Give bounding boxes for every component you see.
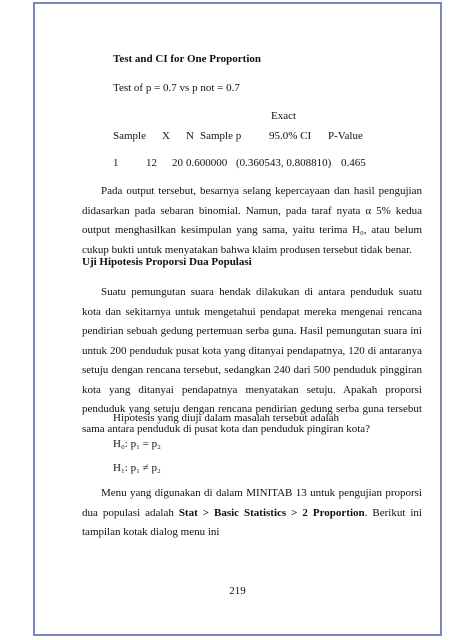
test-line: Test of p = 0.7 vs p not = 0.7 (113, 82, 240, 94)
cell-n: 20 (172, 157, 183, 169)
menu-path: Stat > Basic Statistics > 2 Proportion (178, 506, 365, 519)
paragraph-3-end: . Berikut ini tampilan kotak dialog menu ini (82, 506, 422, 538)
cell-x: 12 (146, 157, 157, 169)
paragraph-2: Suatu pemungutan suara hendak dilakukan di antara penduduk suatu kota dan sekitarnya untuk mengetahui pendapat mereka mengenai rencana pendirian sebuah gedung pertemuan serba guna. Hasil pemungutan suara ini untuk 200 penduduk pusat kota yang ditanyai pendapatnya, 120 di antaranya setuju dengan rencana tersebut, sedangkan 240 dari 500 penduduk pinggiran kota yang ditanyai pendapatnya menyatakan setuju. Apakah proporsi penduduk yang setuju dengan rencana pendirian gedung serba guna tersebut sama antara penduduk di pusat kota dan penduduk pingiran kota? (82, 286, 422, 435)
cell-sample-p: 0.600000 (186, 157, 228, 169)
exact-label: Exact (271, 110, 297, 122)
header-sample-p: Sample p (200, 130, 242, 142)
paragraph-3-start: Menu yang digunakan di dalam MINITAB 13 untuk pengujian proporsi dua populasi adalah (82, 487, 422, 519)
page-number: 219 (229, 585, 246, 597)
header-n: N (186, 130, 194, 142)
cell-p-value: 0.465 (341, 157, 366, 169)
paragraph-3 (82, 484, 422, 543)
hypothesis-intro: Hipotesis yang diuji dalam masalah tersebut adalah (113, 412, 340, 424)
cell-sample: 1 (113, 157, 119, 169)
alternative-hypothesis: H₁: p₁ ≠ p₂ (113, 462, 161, 474)
paragraph-3-block (82, 484, 422, 543)
output-title: Test and CI for One Proportion (113, 53, 262, 65)
section-heading: Uji Hipotesis Proporsi Dua Populasi (82, 256, 252, 268)
header-ci: 95.0% CI (269, 130, 312, 142)
header-sample: Sample (113, 130, 146, 142)
paragraph-1-block (82, 182, 422, 260)
paragraph-1: Pada output tersebut, besarnya selang kepercayaan dan hasil pengujian didasarkan pada sebaran binomial. Namun, pada taraf nyata α 5% kedua output menghasilkan kesimpulan yang sama, yaitu terima H₀, atau belum cukup bukti untuk menyatakan bahwa klaim produsen tersebut tidak benar. (82, 185, 422, 256)
null-hypothesis: H₀: p₁ = p₂ (113, 438, 161, 450)
cell-ci: (0.360543, 0.808810) (236, 157, 332, 169)
header-p-value: P-Value (328, 130, 363, 142)
header-x: X (162, 130, 170, 142)
